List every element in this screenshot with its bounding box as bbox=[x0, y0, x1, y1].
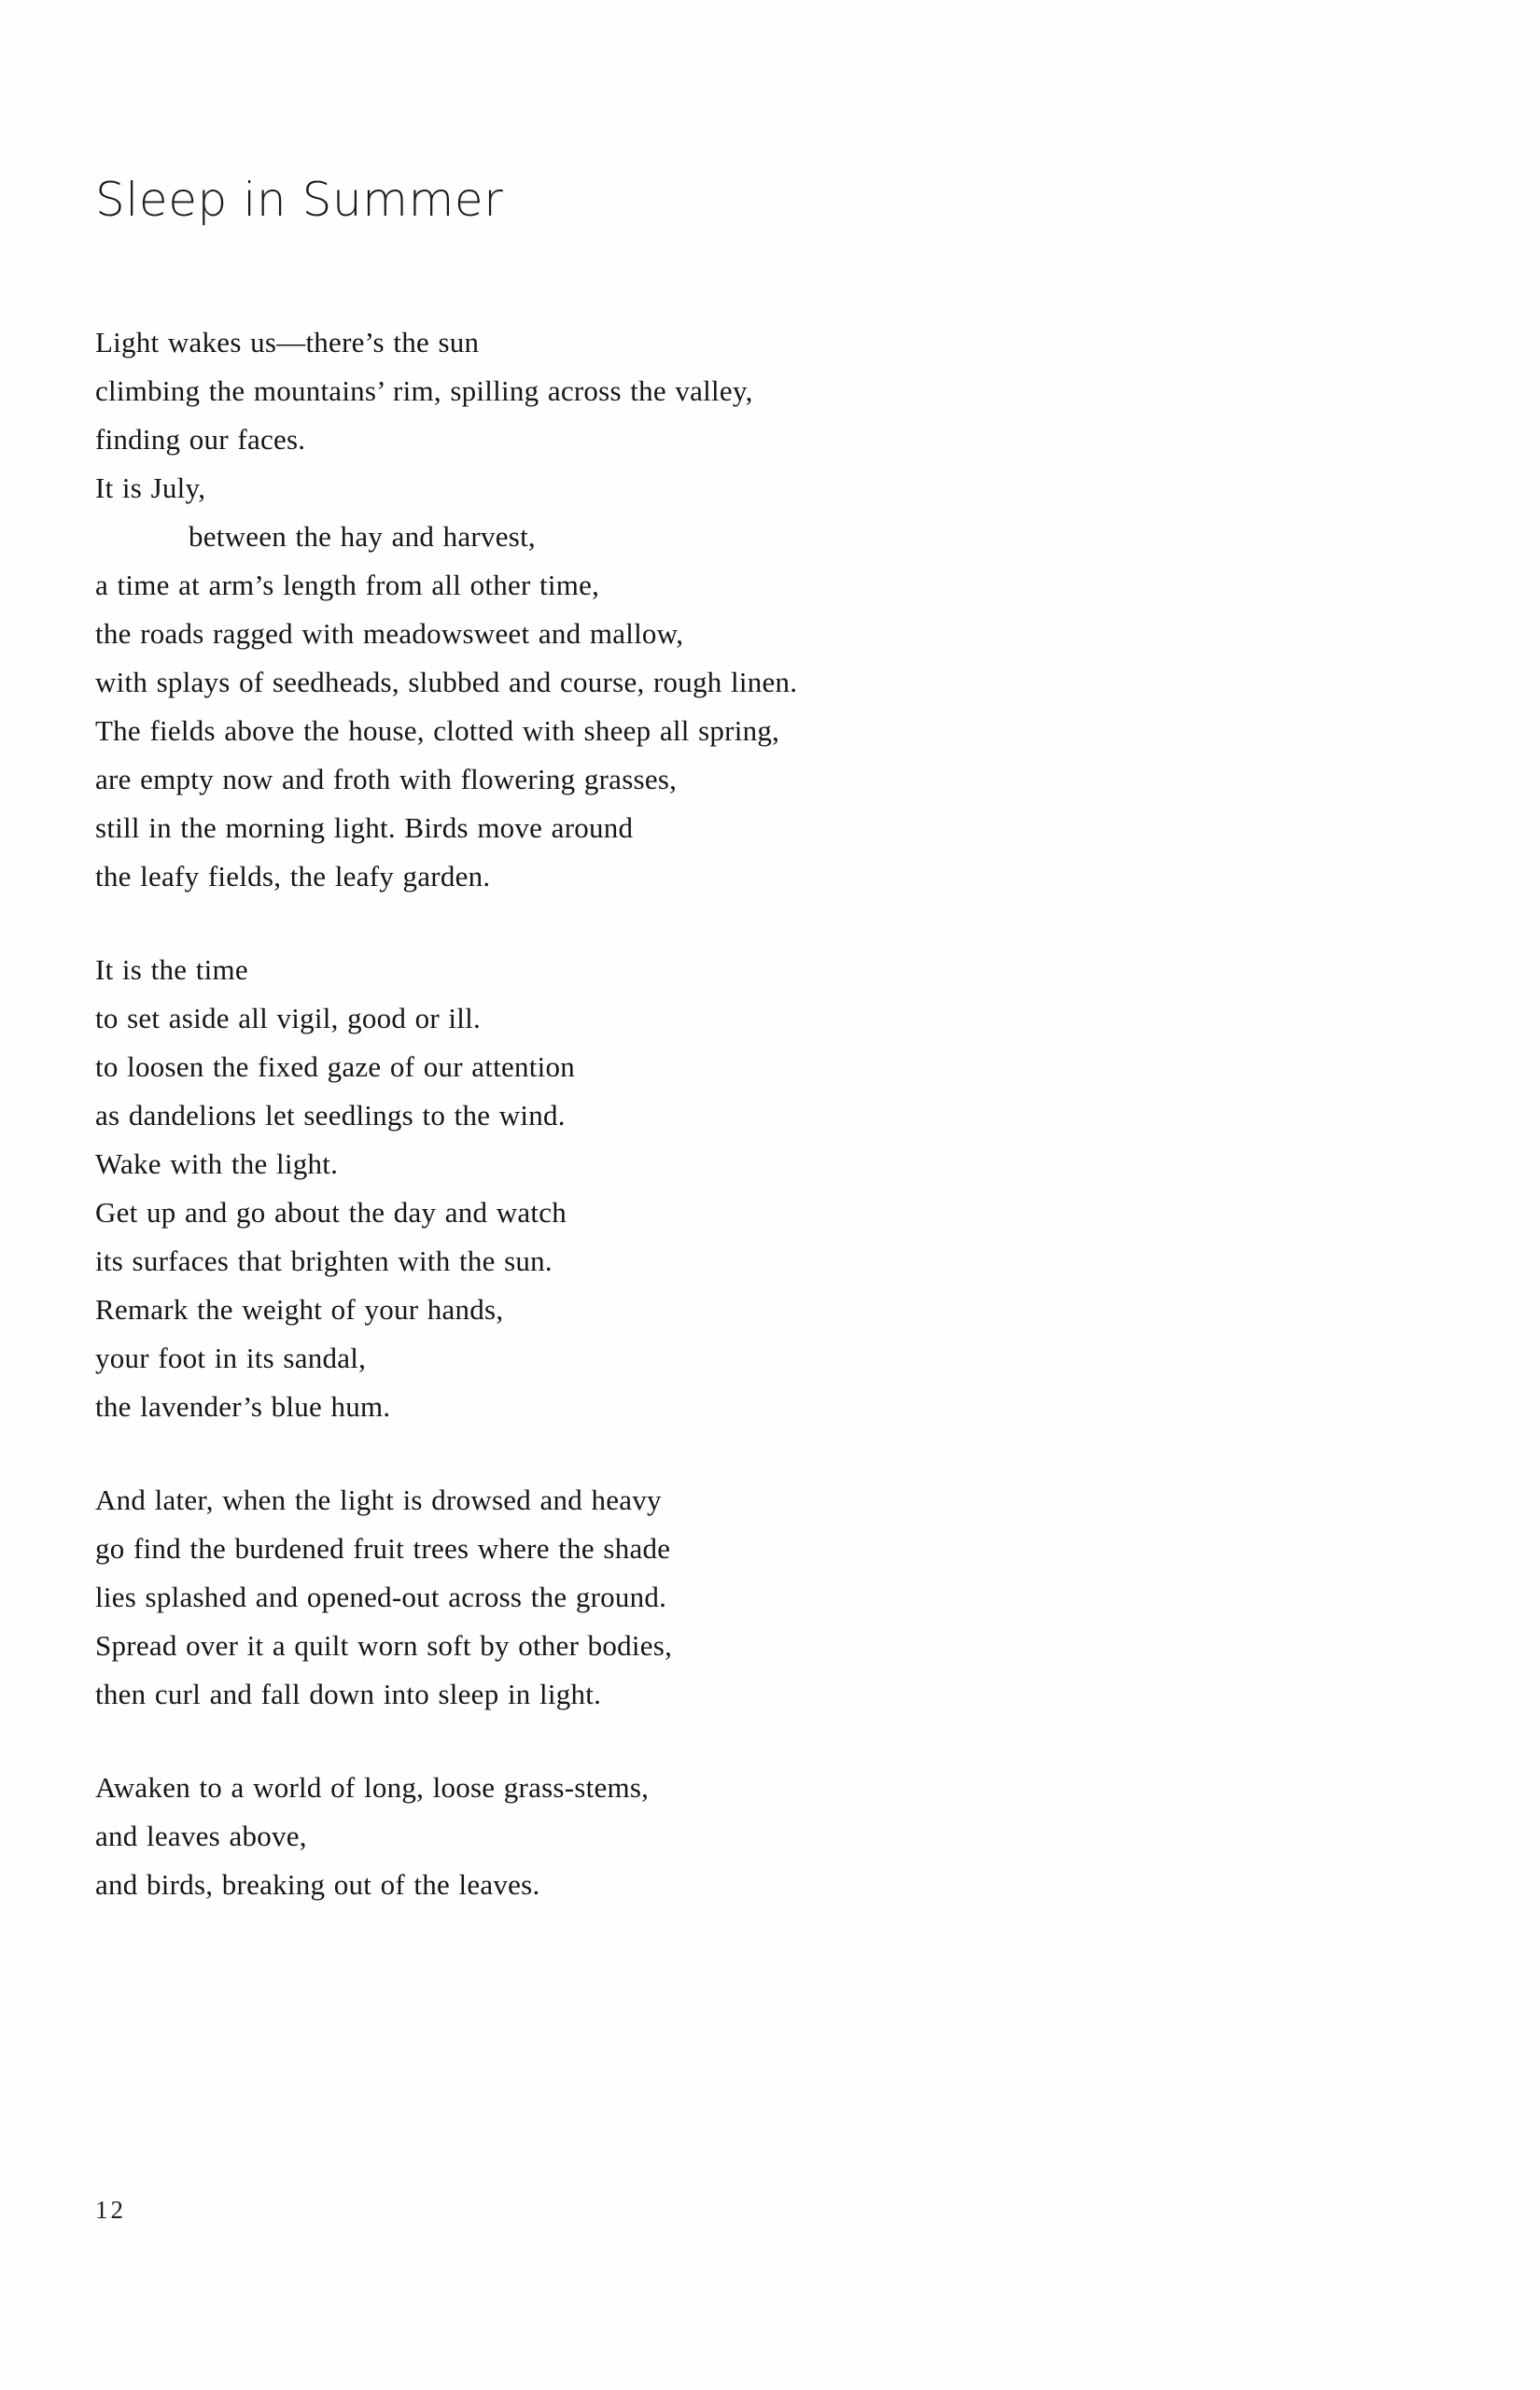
verse-line: the lavender’s blue hum. bbox=[95, 1389, 391, 1423]
verse-line: climbing the mountains’ rim, spilling across the valley, bbox=[95, 373, 753, 407]
verse-line: the roads ragged with meadowsweet and mallow, bbox=[95, 616, 684, 650]
poem-body bbox=[95, 318, 1215, 1909]
verse-line: It is July, bbox=[95, 471, 206, 504]
verse-line: with splays of seedheads, slubbed and course, rough linen. bbox=[95, 665, 798, 698]
page-content bbox=[95, 0, 1215, 1909]
verse-line: It is the time bbox=[95, 952, 248, 986]
verse-line: its surfaces that brighten with the sun. bbox=[95, 1244, 553, 1277]
stanza bbox=[95, 318, 1215, 901]
stanza bbox=[95, 1764, 1215, 1909]
page-number: 12 bbox=[95, 2196, 126, 2224]
verse-line: Remark the weight of your hands, bbox=[95, 1292, 504, 1326]
verse-line: And later, when the light is drowsed and heavy bbox=[95, 1483, 662, 1516]
verse-line: The fields above the house, clotted with sheep all spring, bbox=[95, 713, 780, 747]
verse-line: a time at arm’s length from all other time, bbox=[95, 568, 600, 601]
verse-line: Spread over it a quilt worn soft by other bodies, bbox=[95, 1628, 673, 1662]
verse-line: then curl and fall down into sleep in light. bbox=[95, 1677, 602, 1710]
page-title: Sleep in Summer bbox=[95, 173, 504, 227]
verse-line: Wake with the light. bbox=[95, 1146, 339, 1180]
verse-line: still in the morning light. Birds move around bbox=[95, 810, 634, 844]
verse-line: go find the burdened fruit trees where the shade bbox=[95, 1531, 671, 1565]
verse-line: lies splashed and opened-out across the ground. bbox=[95, 1580, 667, 1613]
verse-line: between the hay and harvest, bbox=[189, 519, 536, 553]
verse-line: to loosen the fixed gaze of our attention bbox=[95, 1049, 576, 1083]
stanza bbox=[95, 946, 1215, 1431]
stanza bbox=[95, 1476, 1215, 1719]
verse-line: finding our faces. bbox=[95, 422, 306, 456]
verse-line: as dandelions let seedlings to the wind. bbox=[95, 1098, 566, 1132]
verse-line: Get up and go about the day and watch bbox=[95, 1195, 567, 1229]
verse-line: Light wakes us—there’s the sun bbox=[95, 325, 480, 358]
verse-line: to set aside all vigil, good or ill. bbox=[95, 1001, 481, 1034]
verse-line: are empty now and froth with flowering grasses, bbox=[95, 762, 678, 795]
verse-line: the leafy fields, the leafy garden. bbox=[95, 859, 491, 893]
verse-line: Awaken to a world of long, loose grass-stems, bbox=[95, 1770, 650, 1804]
verse-line: your foot in its sandal, bbox=[95, 1341, 367, 1374]
verse-line: and leaves above, bbox=[95, 1819, 307, 1852]
verse-line: and birds, breaking out of the leaves. bbox=[95, 1867, 540, 1901]
